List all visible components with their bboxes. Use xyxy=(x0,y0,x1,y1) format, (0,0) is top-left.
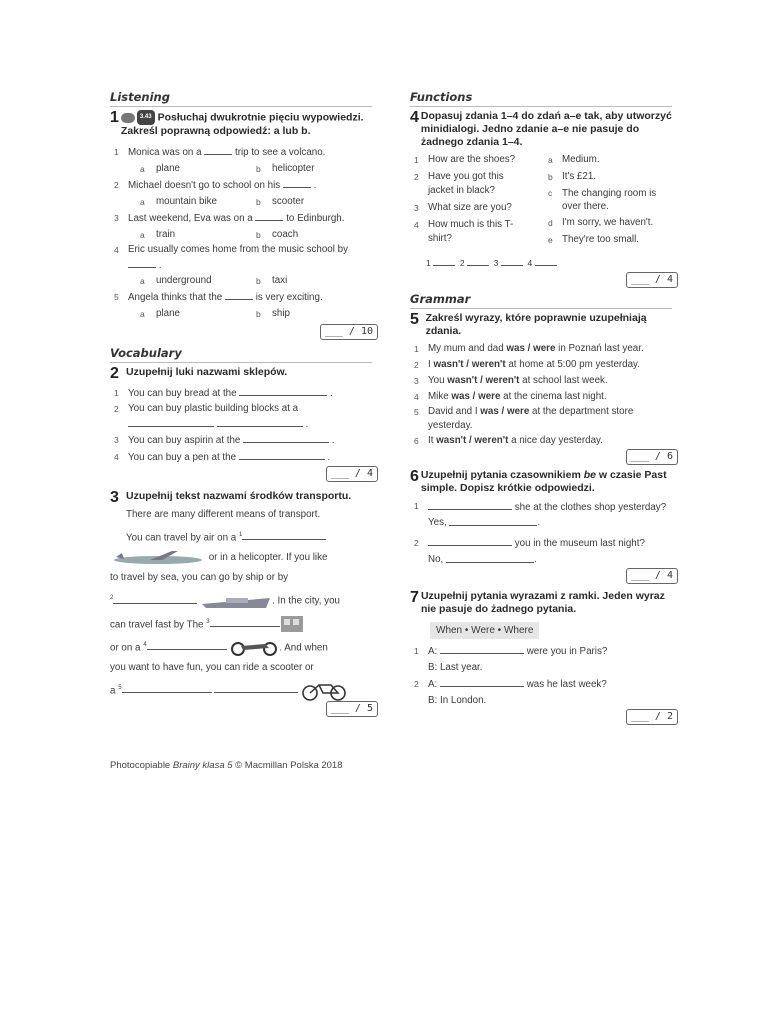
bicycle-icon xyxy=(301,681,347,701)
score-box: ___ / 4 xyxy=(626,272,678,288)
item-number: 1 xyxy=(414,344,419,354)
list-item xyxy=(110,289,378,322)
answer-number: 1 xyxy=(426,258,431,268)
exercise-number: 4 xyxy=(410,109,419,126)
item-number: 3 xyxy=(414,376,419,386)
item-text: How much is this T-shirt? xyxy=(428,219,514,244)
text-line: or on a xyxy=(110,642,141,654)
option-b[interactable]: b scooter xyxy=(256,194,372,210)
option-a[interactable]: a plane xyxy=(140,306,256,322)
list-item xyxy=(410,433,678,449)
answer-blank[interactable] xyxy=(242,529,326,540)
option-a[interactable]: a train xyxy=(140,227,256,243)
item-text: Last weekend, Eva was on a xyxy=(128,213,253,224)
text-line: There are many different means of transport. xyxy=(126,509,321,520)
option-b[interactable]: b taxi xyxy=(256,273,372,289)
item-number: 4 xyxy=(114,452,119,462)
exercise-3-header xyxy=(110,490,378,505)
answer-blank[interactable] xyxy=(204,144,232,155)
exercise-instruction: Zakreśl wyrazy, które poprawnie uzupełniają zdania. xyxy=(425,312,647,337)
item-text: Have you got this jacket in black? xyxy=(428,171,504,196)
item-text: at school last week. xyxy=(519,375,608,386)
list-item xyxy=(544,170,678,184)
item-text: It's £21. xyxy=(562,171,597,182)
item-text: They're too small. xyxy=(562,234,640,245)
list-item: No, . xyxy=(410,552,678,568)
item-letter: a xyxy=(548,155,553,165)
item-text: . xyxy=(313,180,317,191)
list-item: Yes, . xyxy=(410,515,678,531)
answer-blank[interactable] xyxy=(128,416,214,427)
speaker-label: A: xyxy=(428,679,438,690)
item-number: 4 xyxy=(114,245,119,255)
exercise-instruction: Dopasuj zdania 1–4 do zdań a–e tak, aby utworzyć minidialogi. Jedno zdanie a–e nie pasuje do żadnego zdania 1–4. xyxy=(420,110,672,148)
list-item xyxy=(110,243,378,289)
gap-number: 4 xyxy=(143,641,147,648)
text-line: you want to have fun, you can ride a scooter or xyxy=(110,662,314,674)
answer-blank[interactable] xyxy=(128,257,156,268)
answer-blank[interactable] xyxy=(243,432,329,443)
list-item xyxy=(544,216,678,230)
option-a[interactable]: a plane xyxy=(140,161,256,177)
item-text: Medium. xyxy=(562,154,600,165)
text-line: or in a helicopter. If you like xyxy=(208,552,328,564)
item-text: Michael doesn't go to school on his xyxy=(128,180,281,191)
exercise-instruction: Uzupełnij pytania wyrazami z ramki. Jeden wyraz nie pasuje do żadnego pytania. xyxy=(420,590,665,615)
item-number: 3 xyxy=(114,213,119,223)
answer-blank[interactable] xyxy=(449,515,537,526)
footer-text: © Macmillan Polska 2018 xyxy=(232,760,343,771)
item-text: What size are you? xyxy=(428,202,512,213)
list-item xyxy=(544,153,678,167)
item-number: 5 xyxy=(114,292,119,302)
airplane-icon xyxy=(110,549,206,567)
item-text: Mike xyxy=(428,391,452,402)
footer-copyright xyxy=(110,760,343,771)
text-line: a xyxy=(110,685,116,697)
answer-blank[interactable] xyxy=(440,676,524,687)
choice-words[interactable]: was / were xyxy=(506,343,556,354)
item-text: a nice day yesterday. xyxy=(508,435,603,446)
text-line: . And when xyxy=(279,642,328,654)
item-number: 1 xyxy=(414,155,419,165)
text-line: . In the city, you xyxy=(272,595,340,607)
left-column xyxy=(110,90,378,717)
exercise-5-items xyxy=(410,341,678,449)
choice-words[interactable]: wasn't / weren't xyxy=(447,375,520,386)
exercise-instruction: Posłuchaj dwukrotnie pięciu wypowiedzi. Zakreśl poprawną odpowiedź: a lub b. xyxy=(120,111,364,137)
choice-words[interactable]: was / were xyxy=(480,406,530,417)
option-b[interactable]: b coach xyxy=(256,227,372,243)
exercise-instruction: w czasie Past simple. Dopisz krótkie odpowiedzi. xyxy=(420,469,667,494)
exercise-7-header xyxy=(410,590,678,616)
matching-columns xyxy=(410,153,678,249)
option-text: mountain bike xyxy=(156,196,217,207)
choice-words[interactable]: was / were xyxy=(451,391,501,402)
motorbike-icon xyxy=(229,638,279,656)
answer-blank[interactable] xyxy=(225,289,253,300)
item-text: Eric usually comes home from the music school by xyxy=(128,244,348,255)
list-item xyxy=(110,210,378,243)
answer-blank[interactable] xyxy=(433,255,455,266)
item-text: B: In London. xyxy=(428,695,487,706)
list-item: 2 A: was he last week? xyxy=(410,676,678,693)
item-text: to Edinburgh. xyxy=(286,213,345,224)
exercise-number: 3 xyxy=(110,489,119,506)
score-box: ___ / 10 xyxy=(320,324,378,340)
score-box: ___ / 4 xyxy=(626,568,678,584)
item-text: at home at 5:00 pm yesterday. xyxy=(505,359,640,370)
item-text: I xyxy=(428,359,434,370)
exercise-4-header xyxy=(410,110,678,149)
option-b[interactable]: b ship xyxy=(256,306,372,322)
item-number: 2 xyxy=(114,404,119,414)
item-text: Monica was on a xyxy=(128,147,202,158)
answer-blank[interactable] xyxy=(255,210,283,221)
exercise-instruction: Uzupełnij pytania czasownikiem xyxy=(420,469,584,481)
exercise-instruction: Uzupełnij tekst nazwami środków transportu. xyxy=(126,490,352,502)
list-item xyxy=(410,201,544,215)
item-text: at the cinema last night. xyxy=(500,391,607,402)
item-text: in Poznań last year. xyxy=(555,343,644,354)
exercise-1-header xyxy=(110,110,378,138)
list-item xyxy=(410,170,544,198)
option-text: train xyxy=(156,229,176,240)
answer-blank[interactable] xyxy=(467,255,489,266)
answer-blank[interactable] xyxy=(239,385,327,396)
item-text: No, xyxy=(428,554,444,565)
item-number: 1 xyxy=(114,147,119,157)
text-line: can travel fast by The xyxy=(110,618,204,630)
list-item: 2 You can buy plastic building blocks at a . xyxy=(110,402,378,432)
score-box: ___ / 4 xyxy=(326,466,378,482)
list-item: 1 she at the clothes shop yesterday? xyxy=(414,501,667,513)
answer-blank[interactable] xyxy=(428,535,512,546)
list-item xyxy=(410,389,678,405)
text-line: to travel by sea, you can go by ship or by xyxy=(110,572,289,584)
item-text: were you in Paris? xyxy=(526,646,608,657)
exercise-number: 5 xyxy=(410,311,419,328)
item-text: You can buy aspirin at the xyxy=(128,435,241,446)
option-text: ship xyxy=(272,308,290,319)
item-text: Angela thinks that the xyxy=(128,292,223,303)
item-number: 2 xyxy=(414,172,419,182)
item-number: 3 xyxy=(414,203,419,213)
answer-number: 3 xyxy=(493,258,499,268)
item-number: 6 xyxy=(414,436,419,446)
score-box: ___ / 2 xyxy=(626,709,678,725)
item-text: You can buy plastic building blocks at a xyxy=(128,403,299,414)
item-text: trip to see a volcano. xyxy=(234,147,326,158)
answer-blank[interactable] xyxy=(283,177,311,188)
item-number: 4 xyxy=(414,392,419,402)
option-text: helicopter xyxy=(272,163,315,174)
boat-icon xyxy=(200,592,272,610)
item-text: The changing room is over there. xyxy=(562,188,657,212)
section-title-grammar: Grammar xyxy=(410,292,672,309)
list-item xyxy=(110,177,378,210)
option-a[interactable]: a underground xyxy=(140,273,256,289)
track-number: 3.43 xyxy=(137,110,155,125)
option-text: underground xyxy=(156,275,212,286)
item-text: B: Last year. xyxy=(428,662,483,673)
exercise-1-items xyxy=(110,144,378,322)
score-box: ___ / 6 xyxy=(626,449,678,465)
list-item xyxy=(410,357,678,373)
gap-number: 2 xyxy=(110,595,114,602)
item-text: she at the clothes shop yesterday? xyxy=(514,502,667,513)
answer-number: 4 xyxy=(527,258,533,268)
list-item xyxy=(410,405,678,433)
list-item xyxy=(544,187,678,213)
list-item: 1 A: were you in Paris? xyxy=(410,643,678,660)
answer-blank[interactable] xyxy=(501,255,523,266)
list-item xyxy=(410,341,678,357)
word-box: When • Were • Where xyxy=(430,622,539,639)
choice-words[interactable]: wasn't / weren't xyxy=(433,359,506,370)
answer-blank[interactable] xyxy=(217,416,303,427)
item-text: . xyxy=(158,260,162,271)
exercise-5-header xyxy=(410,312,678,338)
item-text: was he last week? xyxy=(526,679,607,690)
option-text: scooter xyxy=(272,196,305,207)
item-text: You xyxy=(428,375,448,386)
answer-blank[interactable] xyxy=(440,643,524,654)
exercise-2-header xyxy=(110,366,378,381)
list-item xyxy=(110,144,378,177)
list-item xyxy=(410,218,544,246)
option-text: taxi xyxy=(272,275,288,286)
speaker-label: A: xyxy=(428,646,438,657)
gap-number: 5 xyxy=(118,685,122,692)
list-item: 1 You can buy bread at the . xyxy=(110,385,378,402)
option-text: coach xyxy=(272,229,299,240)
option-text: plane xyxy=(156,308,180,319)
choice-words[interactable]: wasn't / weren't xyxy=(436,435,509,446)
item-letter: c xyxy=(548,188,553,198)
list-item: 4 You can buy a pen at the . xyxy=(110,449,378,466)
list-item: 3 You can buy aspirin at the . xyxy=(110,432,378,449)
exercise-number: 6 xyxy=(410,468,419,485)
item-text: You can buy a pen at the xyxy=(128,452,237,463)
item-number: 5 xyxy=(414,407,419,417)
answer-number: 2 xyxy=(459,258,465,268)
exercise-number: 7 xyxy=(410,589,419,606)
list-item: 2 you in the museum last night? xyxy=(410,535,678,552)
gap-number: 1 xyxy=(238,532,243,538)
answer-blank[interactable] xyxy=(428,499,512,510)
item-text: My mum and dad xyxy=(428,343,507,354)
item-text: It xyxy=(428,435,437,446)
item-letter: e xyxy=(548,235,553,245)
item-number: 3 xyxy=(114,435,119,445)
answer-blank[interactable] xyxy=(535,255,557,266)
answer-blank[interactable] xyxy=(113,593,197,604)
item-text: How are the shoes? xyxy=(428,154,516,165)
item-text: Yes, xyxy=(428,517,447,528)
exercise-3-text xyxy=(110,505,378,548)
answer-blank[interactable] xyxy=(122,682,212,693)
item-text: David and I xyxy=(428,406,481,417)
item-number: 1 xyxy=(114,388,119,398)
option-b[interactable]: b helicopter xyxy=(256,161,372,177)
section-title-vocabulary: Vocabulary xyxy=(110,346,372,363)
answer-row xyxy=(410,255,678,268)
score-box: ___ / 5 xyxy=(326,701,378,717)
train-icon xyxy=(280,615,304,633)
exercise-number: 2 xyxy=(110,365,119,382)
footer-book-title: Brainy klasa 5 xyxy=(172,760,233,771)
answer-blank[interactable] xyxy=(147,639,227,650)
list-item xyxy=(410,153,544,167)
answer-blank[interactable] xyxy=(239,449,325,460)
section-title-listening: Listening xyxy=(110,90,372,107)
item-number: 2 xyxy=(414,360,419,370)
exercise-instruction: Uzupełnij luki nazwami sklepów. xyxy=(126,366,288,378)
answer-blank[interactable] xyxy=(210,616,280,627)
gap-number: 3 xyxy=(206,618,210,625)
section-title-functions: Functions xyxy=(410,90,672,107)
item-text: you in the museum last night? xyxy=(514,538,645,549)
text-line: You can travel by air on a xyxy=(126,532,237,544)
audio-cd-icon xyxy=(121,113,135,123)
footer-text: Photocopiable xyxy=(110,760,173,771)
right-column xyxy=(410,90,678,725)
exercise-instruction-em: be xyxy=(583,469,596,481)
item-text: I'm sorry, we haven't. xyxy=(562,217,654,228)
list-item xyxy=(410,373,678,389)
exercise-3-text-cont xyxy=(110,548,378,701)
option-text: plane xyxy=(156,163,180,174)
answer-blank[interactable] xyxy=(446,552,534,563)
option-a[interactable]: a mountain bike xyxy=(140,194,256,210)
item-number: 2 xyxy=(114,180,119,190)
list-item xyxy=(544,233,678,247)
answer-blank[interactable] xyxy=(214,682,298,693)
item-text: is very exciting. xyxy=(255,292,323,303)
item-text: You can buy bread at the xyxy=(128,388,237,399)
item-letter: d xyxy=(548,218,553,228)
item-text: at the department store yesterday. xyxy=(428,406,634,431)
item-letter: b xyxy=(548,172,553,182)
exercise-6-header xyxy=(410,469,678,495)
item-number: 4 xyxy=(414,220,419,230)
exercise-number: 1 xyxy=(110,109,119,126)
